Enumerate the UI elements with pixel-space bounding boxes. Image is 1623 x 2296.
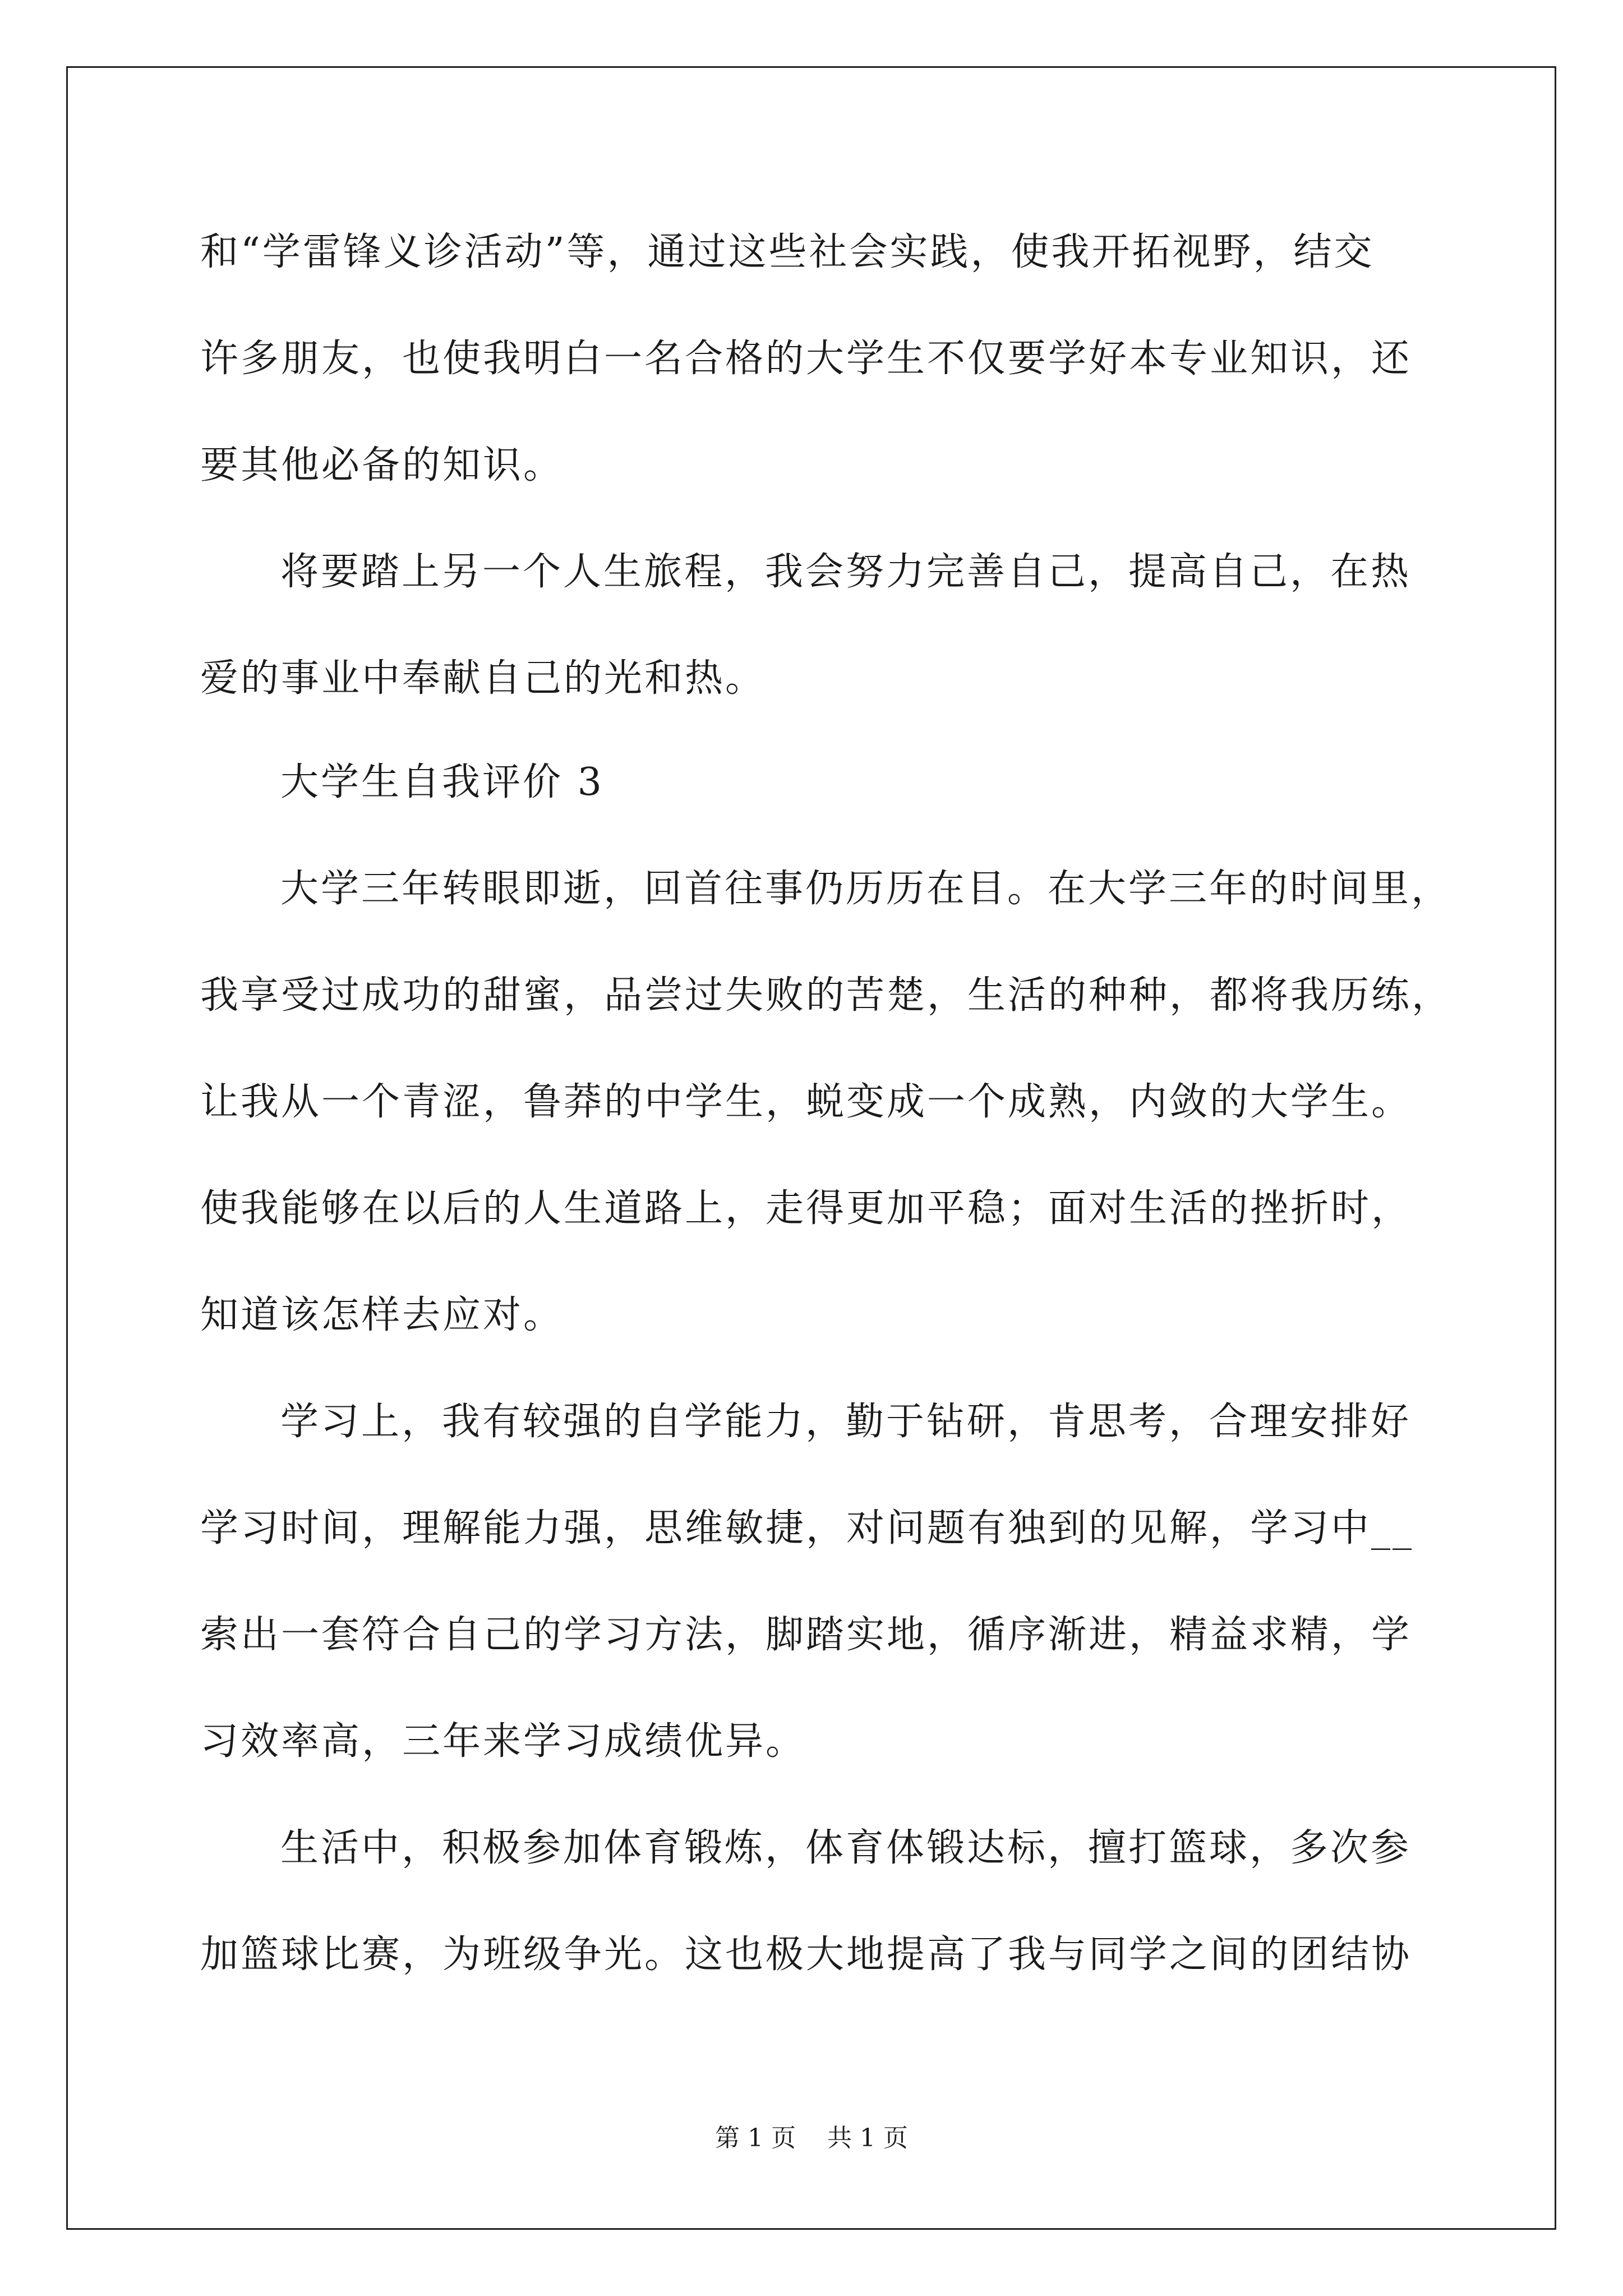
text-line: 让我从一个青涩，鲁莽的中学生，蜕变成一个成熟，内敛的大学生。 xyxy=(200,1080,1412,1124)
text-line: 要其他必备的知识。 xyxy=(200,443,564,487)
page-number-footer: 第 1 页 共 1 页 xyxy=(715,2124,908,2152)
text-line: 爱的事业中奉献自己的光和热。 xyxy=(200,656,766,701)
text-line: 学习时间，理解能力强，思维敏捷，对问题有独到的见解，学习中__ xyxy=(200,1506,1414,1550)
section-heading: 大学生自我评价 3 xyxy=(280,760,604,804)
text-line: 索出一套符合自己的学习方法，脚踏实地，循序渐进，精益求精，学 xyxy=(200,1613,1412,1657)
text-line: 学习上，我有较强的自学能力，勤于钻研，肯思考，合理安排好 xyxy=(280,1400,1412,1444)
text-line: 知道该怎样去应对。 xyxy=(200,1293,564,1337)
text-line: 许多朋友，也使我明白一名合格的大学生不仅要学好本专业知识，还 xyxy=(200,337,1412,381)
text-line: 习效率高，三年来学习成绩优异。 xyxy=(200,1719,806,1764)
text-line: 生活中，积极参加体育锻炼，体育体锻达标，擅打篮球，多次参 xyxy=(280,1826,1412,1870)
text-line: 加篮球比赛，为班级争光。这也极大地提高了我与同学之间的团结协 xyxy=(200,1932,1412,1977)
text-line: 我享受过成功的甜蜜，品尝过失败的苦楚，生活的种种，都将我历练， xyxy=(200,973,1453,1018)
text-line: 和“学雷锋义诊活动”等，通过这些社会实践，使我开拓视野，结交 xyxy=(200,230,1375,274)
text-line: 将要踏上另一个人生旅程，我会努力完善自己，提高自己，在热 xyxy=(280,550,1412,594)
page-border xyxy=(66,66,1556,2230)
text-line: 使我能够在以后的人生道路上，走得更加平稳；面对生活的挫折时， xyxy=(200,1186,1412,1231)
text-line: 大学三年转眼即逝，回首往事仍历历在目。在大学三年的时间里， xyxy=(280,867,1452,911)
